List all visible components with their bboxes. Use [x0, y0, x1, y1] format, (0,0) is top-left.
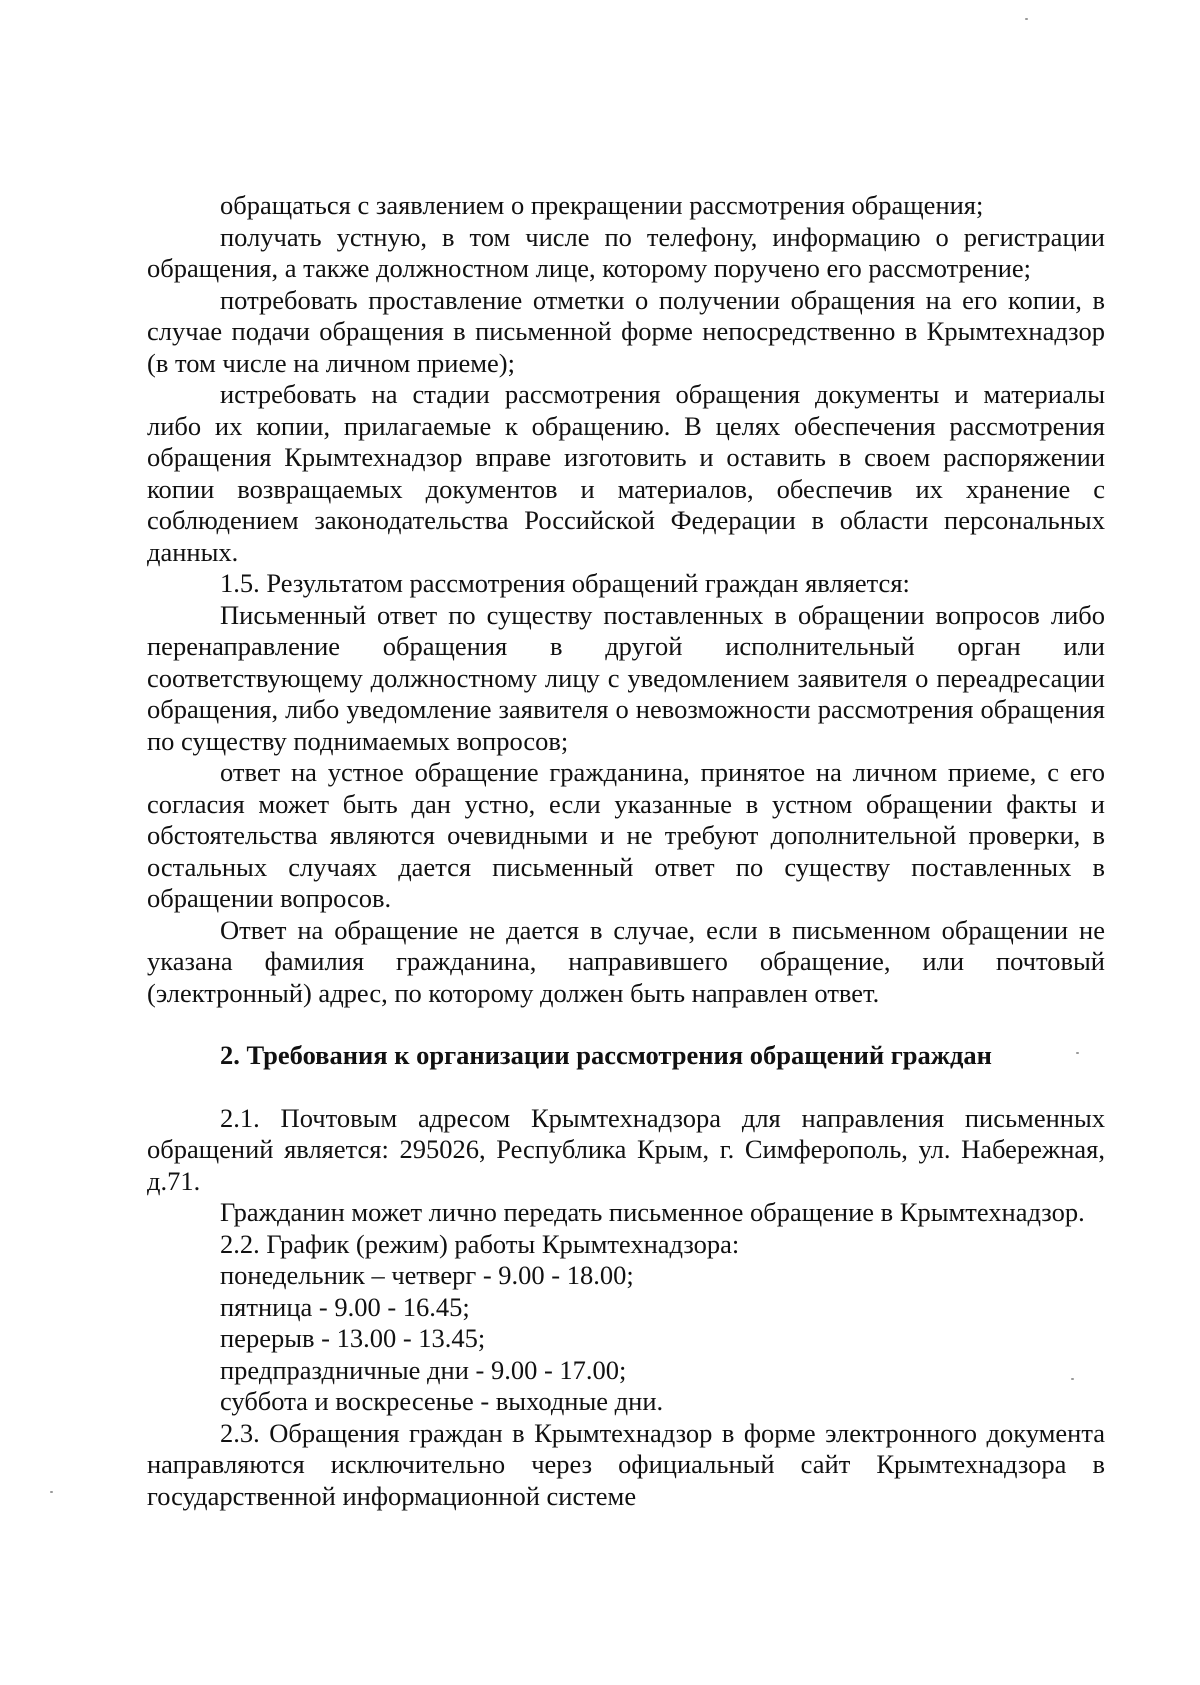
- scan-speck: [1071, 1378, 1074, 1380]
- paragraph-1-5: 1.5. Результатом рассмотрения обращений граждан является:: [220, 568, 910, 598]
- schedule-weekend: суббота и воскресенье - выходные дни.: [220, 1386, 664, 1416]
- schedule-friday: пятница - 9.00 - 16.45;: [220, 1291, 470, 1322]
- paragraph-receipt-mark: потребовать проставление отметки о получении обращения на его копии, в случае подачи обращения в письменной форме непосредственно в Крымтехнадзор (в том числе на личном приеме);: [147, 284, 1105, 378]
- paragraph-2-1-address: 2.1. Почтовым адресом Крымтехнадзора для направления письменных обращений является: 295026, Республика Крым, г. Симферополь, ул. Набережная, д.71.: [147, 1102, 1105, 1196]
- paragraph-request-documents: истребовать на стадии рассмотрения обращения документы и материалы либо их копии, прилагаемые к обращению. В целях обеспечения рассмотрения обращения Крымтехнадзор вправе изготовить и оставить в своем распоряжении копии возвращаемых документов и материалов, обеспечив их хранение с соблюдением законодательства Российской Федерации в области персональных данных.: [147, 379, 1105, 567]
- scan-speck: [50, 1491, 53, 1493]
- paragraph-written-answer: Письменный ответ по существу поставленных в обращении вопросов либо перенаправление обращения в другой исполнительный орган или соответствующему должностному лицу с уведомлением заявителя о переадресации обращения, либо уведомление заявителя о невозможности рассмотрения обращения по существу поднимаемых вопросов;: [147, 599, 1105, 756]
- paragraph-oral-answer: ответ на устное обращение гражданина, принятое на личном приеме, с его согласия может быть дан устно, если указанные в устном обращении факты и обстоятельства являются очевидными и не требуют дополнительной проверки, в остальных случаях дается письменный ответ по существу поставленных в обращении вопросов.: [147, 757, 1105, 913]
- paragraph-personal-delivery: Гражданин может лично передать письменное обращение в Крымтехнадзор.: [220, 1197, 1085, 1227]
- paragraph-2-2-schedule: 2.2. График (режим) работы Крымтехнадзора:: [220, 1228, 740, 1259]
- paragraph-no-answer: Ответ на обращение не дается в случае, если в письменном обращении не указана фамилия гражданина, направившего обращение, или почтовый (электронный) адрес, по которому должен быть направлен ответ.: [147, 914, 1105, 1008]
- document-page: [147, 190, 1105, 1512]
- schedule-break: перерыв - 13.00 - 13.45;: [220, 1323, 486, 1353]
- schedule-pre-holiday: предпраздничные дни - 9.00 - 17.00;: [220, 1354, 627, 1385]
- paragraph-receive-info: получать устную, в том числе по телефону, информацию о регистрации обращения, а также должностном лице, которому поручено его рассмотрение;: [147, 221, 1105, 283]
- paragraph-stop-review: обращаться с заявлением о прекращении рассмотрения обращения;: [220, 190, 984, 220]
- scan-speck: [1025, 18, 1028, 20]
- scan-speck: [1076, 1052, 1079, 1054]
- section-2-heading: 2. Требования к организации рассмотрения обращений граждан: [220, 1040, 992, 1070]
- schedule-mon-thu: понедельник – четверг - 9.00 - 18.00;: [220, 1260, 634, 1290]
- paragraph-2-3-electronic: 2.3. Обращения граждан в Крымтехнадзор в форме электронного документа направляются исключительно через официальный сайт Крымтехнадзора в государственной информационной системе: [147, 1417, 1105, 1511]
